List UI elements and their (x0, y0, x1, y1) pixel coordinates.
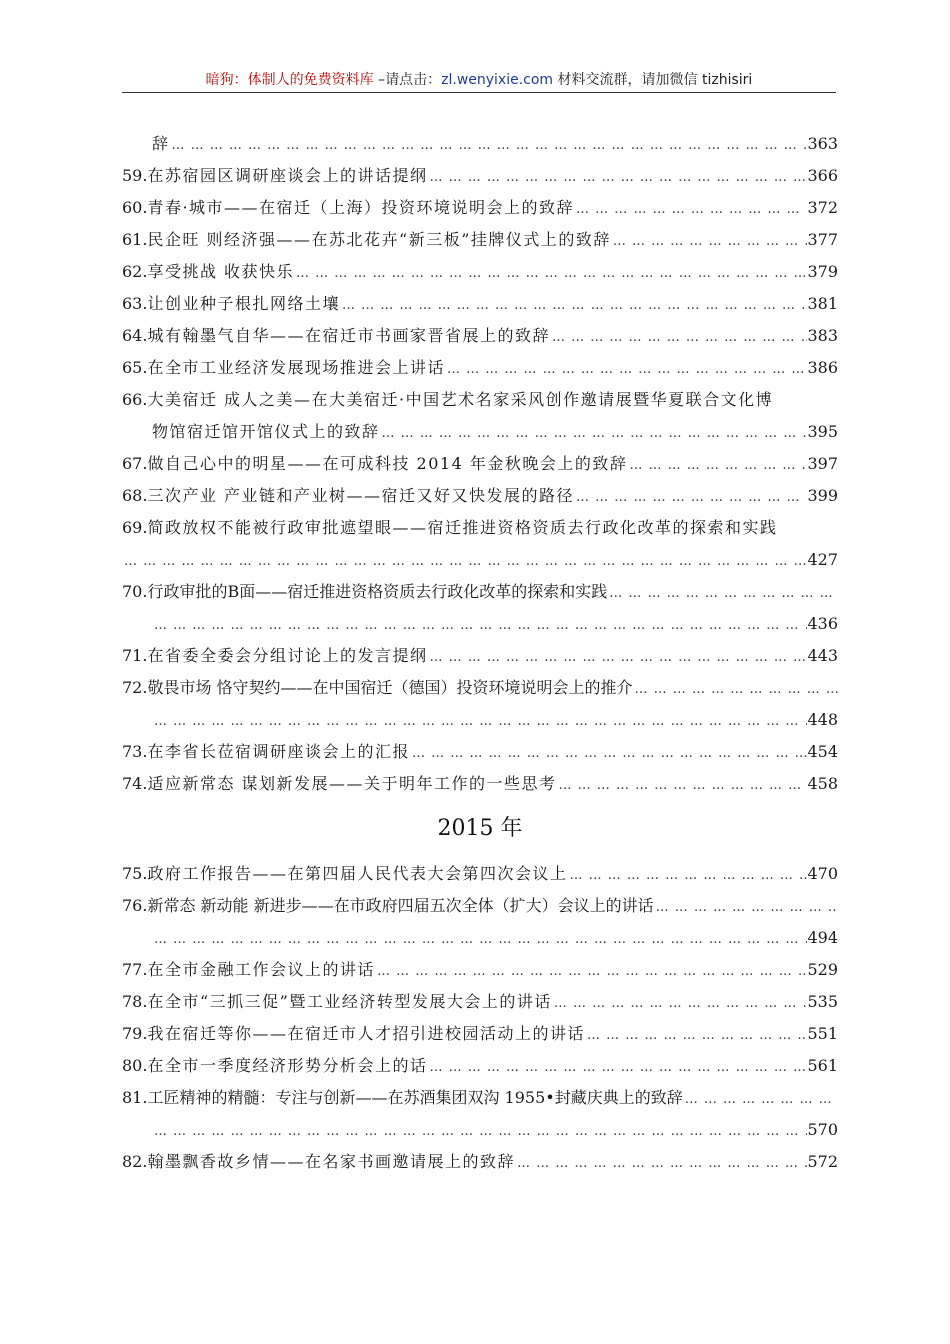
toc-entry-number: 69. (122, 518, 148, 537)
toc-page-number: 570 (807, 1120, 838, 1139)
toc-entry-number: 70. (122, 582, 148, 601)
page-header (122, 70, 836, 93)
toc-entry-title: 在全市工业经济发展现场推进会上讲话 (147, 358, 445, 377)
toc-entry[interactable] (122, 768, 838, 800)
toc-entry-number: 61. (122, 230, 148, 249)
toc-leader-dots (683, 1084, 838, 1114)
toc-entry-title: 政府工作报告——在第四届人民代表大会第四次会议上 (147, 864, 568, 883)
toc-leader-dots (611, 226, 808, 256)
toc-leader-dots (574, 482, 807, 512)
toc-entry[interactable] (122, 384, 838, 416)
toc-entry-number: 60. (122, 198, 148, 217)
toc-entry-number: 79. (122, 1024, 148, 1043)
toc-entry-number: 76. (122, 896, 148, 915)
toc-entry-number: 62. (122, 262, 148, 281)
toc-entry[interactable] (122, 320, 838, 352)
toc-entry-number: 74. (122, 774, 148, 793)
toc-entry-title: 敬畏市场 恪守契约——在中国宿迁（德国）投资环境说明会上的推介 (147, 678, 633, 697)
toc-entry-title: 辞 (152, 134, 170, 153)
toc-entry[interactable] (122, 512, 838, 544)
toc-leader-dots (427, 1052, 807, 1082)
toc-page-number: 551 (807, 1024, 838, 1043)
toc-entry-title: 在全市一季度经济形势分析会上的话 (147, 1056, 428, 1075)
toc-page-number: 379 (807, 262, 838, 281)
toc-leader-dots (627, 450, 807, 480)
toc-leader-dots (427, 642, 807, 672)
toc-entry-title: 新常态 新动能 新进步——在市政府四届五次全体（扩大）会议上的讲话 (147, 896, 654, 915)
toc-page-number: 395 (807, 422, 838, 441)
toc-entry-title: 享受挑战 收获快乐 (147, 262, 295, 281)
toc-leader-dots (515, 1148, 807, 1178)
toc-entry-title: 在苏宿园区调研座谈会上的讲话提纲 (147, 166, 428, 185)
year-heading: 2015 年 (437, 816, 523, 841)
toc-entry-number: 78. (122, 992, 148, 1011)
toc-page-number: 529 (807, 960, 838, 979)
toc-entry-number: 64. (122, 326, 148, 345)
toc-leader-dots (380, 418, 808, 448)
toc-entry-title: 我在宿迁等你——在宿迁市人才招引进校园活动上的讲话 (147, 1024, 585, 1043)
toc-leader-dots (550, 322, 807, 352)
toc-entry-number: 73. (122, 742, 148, 761)
table-of-contents (122, 128, 838, 1178)
toc-entry[interactable] (122, 986, 838, 1018)
toc-entry[interactable] (122, 704, 838, 736)
toc-leader-dots (574, 194, 807, 224)
toc-leader-dots (552, 988, 808, 1018)
toc-page-number: 535 (807, 992, 838, 1011)
toc-entry-title: 翰墨飘香故乡情——在名家书画邀请展上的致辞 (147, 1152, 515, 1171)
toc-entry[interactable] (122, 192, 838, 224)
toc-leader-dots (654, 892, 838, 922)
toc-entry[interactable] (122, 128, 838, 160)
toc-entry[interactable] (122, 954, 838, 986)
toc-entry[interactable] (122, 160, 838, 192)
toc-entry-number: 71. (122, 646, 148, 665)
toc-entry-title: 工匠精神的精髓：专注与创新——在苏酒集团双沟 1955•封藏庆典上的致辞 (147, 1088, 683, 1107)
toc-leader-dots (585, 1020, 807, 1050)
toc-leader-dots (152, 924, 807, 954)
toc-leader-dots (445, 354, 807, 384)
toc-entry-title: 在全市“三抓三促”暨工业经济转型发展大会上的讲话 (147, 992, 552, 1011)
toc-entry[interactable] (122, 736, 838, 768)
toc-entry-number: 82. (122, 1152, 148, 1171)
toc-entry-number: 81. (122, 1088, 148, 1107)
toc-entry[interactable] (122, 576, 838, 608)
toc-leader-dots (633, 674, 838, 704)
toc-leader-dots (170, 130, 808, 160)
toc-entry-number: 59. (122, 166, 148, 185)
toc-entry[interactable] (122, 224, 838, 256)
toc-entry-title: 在省委全委会分组讨论上的发言提纲 (147, 646, 428, 665)
toc-page-number: 470 (807, 864, 838, 883)
toc-page-number: 366 (807, 166, 838, 185)
header-site-link[interactable]: zl.wenyixie.com (441, 72, 554, 88)
toc-leader-dots (427, 162, 807, 192)
toc-leader-dots (122, 546, 807, 576)
toc-page-number: 458 (807, 774, 838, 793)
header-site-name: 暗狗：体制人的免费资料库 (205, 72, 374, 88)
toc-entry[interactable] (122, 288, 838, 320)
toc-leader-dots (375, 956, 807, 986)
toc-page-number: 572 (807, 1152, 838, 1171)
toc-entry-title: 适应新常态 谋划新发展——关于明年工作的一些思考 (147, 774, 557, 793)
toc-entry[interactable] (122, 858, 838, 890)
toc-entry[interactable] (122, 608, 838, 640)
toc-entry[interactable] (122, 480, 838, 512)
toc-entry[interactable] (122, 256, 838, 288)
toc-entry-title: 行政审批的B面——宿迁推进资格资质去行政化改革的探索和实践 (147, 582, 608, 601)
toc-page-number: 386 (807, 358, 838, 377)
toc-page-number: 427 (807, 550, 838, 569)
toc-entry[interactable] (122, 1018, 838, 1050)
toc-page-number: 561 (807, 1056, 838, 1075)
toc-leader-dots (152, 1116, 807, 1146)
toc-entry-title: 大美宿迁 成人之美—在大美宿迁·中国艺术名家采风创作邀请展暨华夏联合文化博 (147, 390, 774, 409)
toc-entry-title: 做自己心中的明星——在可成科技 2014 年金秋晚会上的致辞 (147, 454, 628, 473)
toc-entry-number: 77. (122, 960, 148, 979)
toc-entry-number: 65. (122, 358, 148, 377)
toc-entry-number: 67. (122, 454, 148, 473)
toc-page-number: 443 (807, 646, 838, 665)
toc-leader-dots (152, 706, 807, 736)
toc-entry[interactable] (122, 890, 838, 922)
toc-entry-number: 75. (122, 864, 148, 883)
toc-entry-title: 城有翰墨气自华——在宿迁市书画家晋省展上的致辞 (147, 326, 550, 345)
header-click-prompt: –请点击： (373, 72, 442, 88)
toc-entry-number: 72. (122, 678, 148, 697)
toc-entry[interactable] (122, 922, 838, 954)
toc-entry[interactable] (122, 352, 838, 384)
toc-entry[interactable] (122, 1082, 838, 1114)
toc-entry-number: 80. (122, 1056, 148, 1075)
toc-leader-dots (340, 290, 807, 320)
toc-entry-title: 物馆宿迁馆开馆仪式上的致辞 (152, 422, 380, 441)
toc-entry[interactable] (122, 448, 838, 480)
toc-entry[interactable] (122, 1146, 838, 1178)
toc-entry-title: 在全市金融工作会议上的讲话 (147, 960, 375, 979)
toc-page-number: 454 (807, 742, 838, 761)
toc-page-number: 397 (807, 454, 838, 473)
toc-leader-dots (410, 738, 807, 768)
toc-page-number: 377 (807, 230, 838, 249)
toc-leader-dots (557, 770, 808, 800)
toc-page-number: 436 (807, 614, 838, 633)
toc-entry[interactable] (122, 1114, 838, 1146)
toc-page-number: 448 (807, 710, 838, 729)
toc-page-number: 399 (807, 486, 838, 505)
toc-entry[interactable] (122, 672, 838, 704)
header-wechat-note: 材料交流群，请加微信 tizhisiri (553, 72, 753, 88)
toc-leader-dots (294, 258, 807, 288)
toc-entry[interactable] (122, 640, 838, 672)
toc-entry-number: 63. (122, 294, 148, 313)
toc-entry-title: 让创业种子根扎网络土壤 (147, 294, 340, 313)
toc-entry-title: 简政放权不能被行政审批遮望眼——宿迁推进资格资质去行政化改革的探索和实践 (147, 518, 778, 537)
toc-entry-title: 民企旺 则经济强——在苏北花卉“新三板”挂牌仪式上的致辞 (147, 230, 611, 249)
toc-page-number: 381 (807, 294, 838, 313)
toc-entry-title: 在李省长莅宿调研座谈会上的汇报 (147, 742, 410, 761)
toc-page-number: 363 (807, 134, 838, 153)
toc-entry[interactable] (122, 1050, 838, 1082)
toc-page-number: 372 (807, 198, 838, 217)
toc-leader-dots (567, 860, 807, 890)
toc-entry-number: 66. (122, 390, 148, 409)
toc-entry[interactable] (122, 416, 838, 448)
toc-page-number: 494 (807, 928, 838, 947)
toc-entry-title: 青春·城市——在宿迁（上海）投资环境说明会上的致辞 (147, 198, 575, 217)
toc-leader-dots (152, 610, 807, 640)
toc-entry-number: 68. (122, 486, 148, 505)
toc-entry-title: 三次产业 产业链和产业树——宿迁又好又快发展的路径 (147, 486, 575, 505)
toc-leader-dots (607, 578, 838, 608)
toc-entry[interactable] (122, 544, 838, 576)
toc-page-number: 383 (807, 326, 838, 345)
